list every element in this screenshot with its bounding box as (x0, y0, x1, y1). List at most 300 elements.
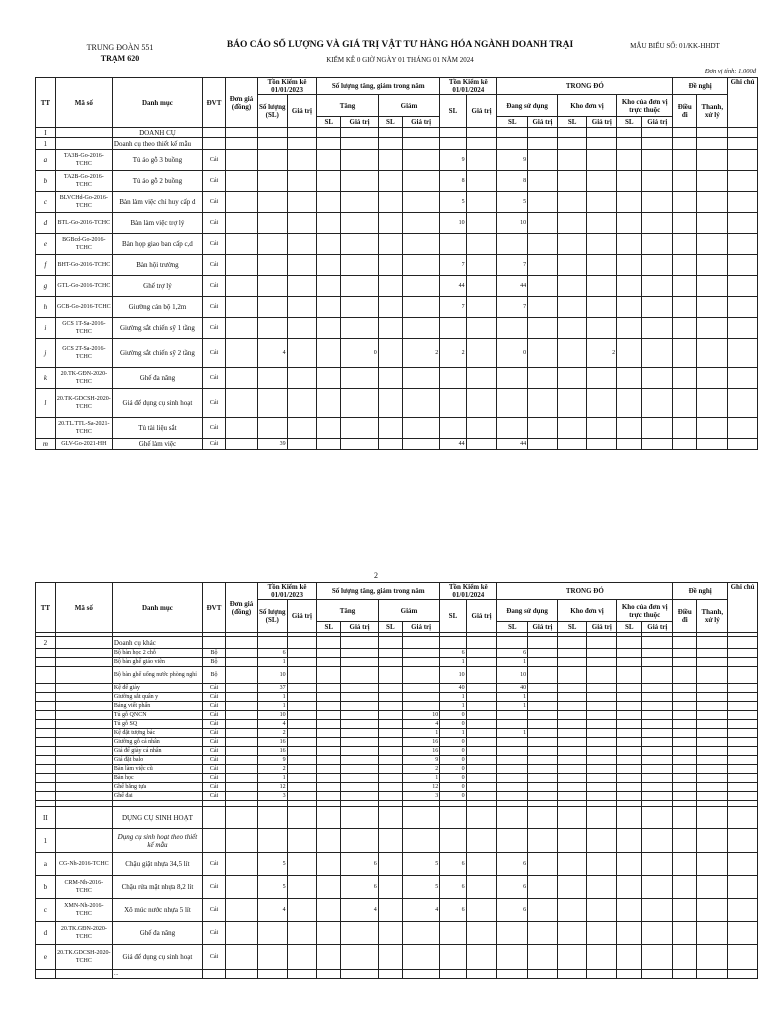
row-sl-2024: 0 (440, 720, 466, 729)
col-ton-2024: Tồn Kiểm kê 01/01/2024 (440, 583, 497, 600)
row-giam-gt: 5 (402, 853, 439, 876)
row-dsd-sl: 1 (497, 702, 528, 711)
table-row (36, 318, 758, 339)
row-tang-sl (317, 297, 341, 318)
empty-cell (557, 829, 587, 853)
empty-cell (728, 649, 758, 658)
row-tang-gt (341, 255, 378, 276)
row-gt-2024 (466, 756, 497, 765)
col-ghi-chu: Ghi chú (728, 78, 758, 128)
row-giam-sl (378, 792, 402, 801)
empty-cell (697, 711, 728, 720)
row-giam-sl (378, 853, 402, 876)
row-gt-2024 (466, 368, 497, 389)
empty-cell (587, 747, 617, 756)
row-giam-sl (378, 318, 402, 339)
empty-cell (728, 807, 758, 829)
row-gt-2023 (287, 738, 317, 747)
row-dsd-sl: 0 (497, 339, 528, 368)
row-dsd-sl (497, 318, 528, 339)
row-tang-sl (317, 389, 341, 418)
empty-cell (617, 138, 642, 150)
row-giam-gt (402, 368, 439, 389)
empty-cell (673, 637, 697, 649)
row-kho-sl (557, 150, 587, 171)
row-ma-so: BLVCHd-Go-2016-TCHC (55, 192, 112, 213)
empty-cell (642, 711, 673, 720)
row-don-gia (226, 774, 258, 783)
col-don-gia: Đơn giá (đồng) (226, 78, 258, 128)
row-tang-gt (341, 693, 378, 702)
row-tang-gt (341, 150, 378, 171)
row-dvt: Cái (202, 234, 225, 255)
row-giam-gt (402, 439, 439, 450)
row-tang-gt (341, 738, 378, 747)
row-tang-gt (341, 213, 378, 234)
empty-cell (528, 658, 558, 667)
section-label: Dụng cụ sinh hoạt theo thiết kế mẫu (112, 829, 202, 853)
empty-cell (697, 418, 728, 439)
empty-cell (466, 807, 497, 829)
empty-cell (673, 667, 697, 684)
empty-cell (528, 711, 558, 720)
col-kho-truc-thuoc: Kho của đơn vị trực thuộc (617, 95, 673, 117)
row-gt-2024 (466, 774, 497, 783)
empty-cell (587, 765, 617, 774)
empty-cell (642, 368, 673, 389)
row-giam-gt: 1 (402, 774, 439, 783)
row-giam-gt: 2 (402, 339, 439, 368)
row-dsd-gt (528, 368, 558, 389)
row-giam-gt (402, 297, 439, 318)
row-giam-sl (378, 389, 402, 418)
row-tang-sl (317, 720, 341, 729)
row-dvt: Cái (202, 150, 225, 171)
row-dvt: Cái (202, 276, 225, 297)
row-ma-so (55, 667, 112, 684)
row-ma-so: TA3B-Go-2016-TCHC (55, 150, 112, 171)
row-don-gia (226, 368, 258, 389)
empty-cell (587, 702, 617, 711)
row-gt-2024 (466, 876, 497, 899)
row-danh-muc: Bộ bàn ghế uống nước phòng nghỉ (112, 667, 202, 684)
empty-cell (642, 899, 673, 922)
row-danh-muc: Bảng viết phấn (112, 702, 202, 711)
empty-cell (557, 138, 587, 150)
row-ma-so: CRM-Nh-2016-TCHC (55, 876, 112, 899)
row-sl-2024: 10 (440, 213, 466, 234)
table-row (36, 171, 758, 192)
empty-cell (617, 702, 642, 711)
row-don-gia (226, 756, 258, 765)
row-kho-gt (587, 276, 617, 297)
row-tang-sl (317, 667, 341, 684)
row-sl-2024: 0 (440, 738, 466, 747)
empty-cell (617, 970, 642, 979)
row-ma-so (55, 693, 112, 702)
row-sl-2023: 16 (257, 738, 287, 747)
empty-cell (642, 649, 673, 658)
empty-cell (528, 970, 558, 979)
row-danh-muc: Ghế đa năng (112, 368, 202, 389)
empty-cell (642, 747, 673, 756)
row-sl-2023: 4 (257, 720, 287, 729)
section-row (36, 829, 758, 853)
empty-cell (257, 637, 287, 649)
row-dsd-sl: 1 (497, 729, 528, 738)
row-gt-2024 (466, 150, 497, 171)
row-tang-gt (341, 747, 378, 756)
row-gt-2023 (287, 297, 317, 318)
empty-cell (402, 128, 439, 138)
section-row (36, 138, 758, 150)
row-sl-2024: 0 (440, 792, 466, 801)
table-row (36, 255, 758, 276)
row-sl-2024: 40 (440, 684, 466, 693)
row-giam-sl (378, 899, 402, 922)
empty-cell (697, 774, 728, 783)
row-tt (36, 970, 56, 979)
table-row (36, 234, 758, 255)
row-gt-2024 (466, 439, 497, 450)
row-kho-gt (587, 255, 617, 276)
section-row (36, 128, 758, 138)
empty-cell (617, 339, 642, 368)
row-tang-gt (341, 684, 378, 693)
row-don-gia (226, 667, 258, 684)
empty-cell (528, 876, 558, 899)
row-dvt: Cái (202, 418, 225, 439)
row-dvt: Cái (202, 774, 225, 783)
row-gt-2023 (287, 658, 317, 667)
row-danh-muc: Giường gỗ cá nhân (112, 738, 202, 747)
empty-cell (697, 693, 728, 702)
empty-cell (257, 128, 287, 138)
empty-cell (642, 720, 673, 729)
row-gt-2023 (287, 693, 317, 702)
empty-cell (557, 756, 587, 765)
empty-cell (497, 807, 528, 829)
empty-cell (587, 774, 617, 783)
row-tt: c (36, 192, 56, 213)
row-giam-sl (378, 255, 402, 276)
row-gt-2024 (466, 945, 497, 970)
row-tt: a (36, 150, 56, 171)
empty-cell (673, 876, 697, 899)
row-danh-muc: Ghế đa năng (112, 922, 202, 945)
row-sl-2024: 1 (440, 729, 466, 738)
empty-cell (402, 829, 439, 853)
row-don-gia (226, 702, 258, 711)
row-sl-2024 (440, 922, 466, 945)
row-gt-2024 (466, 255, 497, 276)
col-kho-gt: Giá trị (587, 622, 617, 633)
col-ton-2024: Tồn Kiểm kê 01/01/2024 (440, 78, 497, 95)
section-number: II (36, 807, 56, 829)
empty-cell (55, 637, 112, 649)
empty-cell (617, 774, 642, 783)
row-gt-2024 (466, 693, 497, 702)
empty-cell (617, 439, 642, 450)
col-giam: Giảm (378, 95, 440, 117)
row-dsd-sl: 9 (497, 150, 528, 171)
row-tt: k (36, 368, 56, 389)
row-gt-2023 (287, 276, 317, 297)
row-ma-so: TA2B-Go-2016-TCHC (55, 171, 112, 192)
empty-cell (673, 738, 697, 747)
row-sl-2024 (440, 368, 466, 389)
row-dvt: Cái (202, 792, 225, 801)
empty-cell (528, 738, 558, 747)
row-dsd-sl: 6 (497, 853, 528, 876)
row-don-gia (226, 439, 258, 450)
col-tt: TT (36, 583, 56, 633)
empty-cell (728, 829, 758, 853)
row-danh-muc: Bàn họp giao ban cấp c,d (112, 234, 202, 255)
section-label: DỤNG CỤ SINH HOẠT (112, 807, 202, 829)
row-sl-2024 (440, 389, 466, 418)
empty-cell (528, 720, 558, 729)
empty-cell (642, 138, 673, 150)
row-gt-2023 (287, 765, 317, 774)
row-giam-sl (378, 213, 402, 234)
row-gt-2023 (287, 876, 317, 899)
empty-cell (697, 637, 728, 649)
row-gt-2023 (287, 783, 317, 792)
row-kho-sl (557, 276, 587, 297)
row-dsd-gt (528, 318, 558, 339)
empty-cell (587, 783, 617, 792)
row-gt-2023 (287, 945, 317, 970)
table-row (36, 945, 758, 970)
row-tang-sl (317, 738, 341, 747)
empty-cell (697, 234, 728, 255)
empty-cell (557, 637, 587, 649)
empty-cell (697, 738, 728, 747)
row-tang-sl (317, 339, 341, 368)
row-tang-sl (317, 439, 341, 450)
empty-cell (642, 150, 673, 171)
empty-cell (642, 637, 673, 649)
col-ktt-sl: SL (617, 117, 642, 128)
empty-cell (673, 807, 697, 829)
empty-cell (287, 128, 317, 138)
row-kho-sl (557, 368, 587, 389)
row-dvt: Cái (202, 729, 225, 738)
row-tt: b (36, 171, 56, 192)
row-tang-sl (317, 899, 341, 922)
row-dvt: Cái (202, 389, 225, 418)
row-tang-gt (341, 702, 378, 711)
empty-cell (528, 747, 558, 756)
row-tt (36, 765, 56, 774)
row-ma-so: BGBcd-Go-2016-TCHC (55, 234, 112, 255)
row-danh-muc: ... (112, 970, 202, 979)
empty-cell (642, 853, 673, 876)
empty-cell (728, 720, 758, 729)
row-gt-2023 (287, 255, 317, 276)
empty-cell (642, 945, 673, 970)
row-kho-gt (587, 234, 617, 255)
row-giam-gt (402, 667, 439, 684)
row-tang-sl (317, 213, 341, 234)
row-sl-2024: 0 (440, 756, 466, 765)
row-tang-gt (341, 649, 378, 658)
empty-cell (587, 637, 617, 649)
row-tang-gt (341, 439, 378, 450)
table-row (36, 711, 758, 720)
row-sl-2023 (257, 318, 287, 339)
empty-cell (728, 658, 758, 667)
empty-cell (697, 853, 728, 876)
row-giam-gt: 1 (402, 729, 439, 738)
empty-cell (673, 829, 697, 853)
row-tt (36, 738, 56, 747)
empty-cell (257, 138, 287, 150)
empty-cell (642, 807, 673, 829)
row-sl-2024: 2 (440, 339, 466, 368)
row-tang-gt (341, 318, 378, 339)
row-kho-gt (587, 150, 617, 171)
row-sl-2023: 16 (257, 747, 287, 756)
row-dvt: Cái (202, 684, 225, 693)
empty-cell (587, 792, 617, 801)
row-dsd-sl (497, 774, 528, 783)
col-bien-dong: Số lượng tăng, giảm trong năm (317, 583, 440, 600)
row-dvt: Cái (202, 876, 225, 899)
row-tang-sl (317, 693, 341, 702)
row-sl-2024 (440, 318, 466, 339)
empty-cell (617, 807, 642, 829)
row-sl-2023 (257, 213, 287, 234)
empty-cell (697, 128, 728, 138)
table-row (36, 368, 758, 389)
row-giam-sl (378, 368, 402, 389)
col-sl-2024: SL (440, 95, 466, 128)
empty-cell (202, 138, 225, 150)
row-dvt: Cái (202, 339, 225, 368)
row-tang-sl (317, 150, 341, 171)
empty-cell (642, 738, 673, 747)
empty-cell (697, 318, 728, 339)
row-don-gia (226, 711, 258, 720)
empty-cell (673, 418, 697, 439)
row-tang-gt (341, 922, 378, 945)
col-dang-su-dung: Đang sử dụng (497, 95, 557, 117)
row-sl-2024: 6 (440, 853, 466, 876)
empty-cell (642, 318, 673, 339)
section-row (36, 637, 758, 649)
row-kho-gt: 2 (587, 339, 617, 368)
empty-cell (673, 922, 697, 945)
row-giam-sl (378, 720, 402, 729)
empty-cell (587, 970, 617, 979)
empty-cell (557, 738, 587, 747)
row-giam-sl (378, 702, 402, 711)
section-label: Doanh cụ khác (112, 637, 202, 649)
row-giam-gt (402, 922, 439, 945)
row-gt-2023 (287, 339, 317, 368)
row-giam-sl (378, 756, 402, 765)
col-ma-so: Mã số (55, 583, 112, 633)
empty-cell (528, 138, 558, 150)
empty-cell (728, 747, 758, 756)
row-kho-sl (557, 339, 587, 368)
col-sl-2023: Số lượng (SL) (257, 600, 287, 633)
row-tang-sl (317, 783, 341, 792)
empty-cell (587, 693, 617, 702)
row-sl-2024: 1 (440, 693, 466, 702)
empty-cell (587, 899, 617, 922)
row-gt-2024 (466, 765, 497, 774)
row-tt: d (36, 922, 56, 945)
empty-cell (697, 829, 728, 853)
row-tang-gt (341, 720, 378, 729)
empty-cell (557, 765, 587, 774)
row-dvt: Cái (202, 711, 225, 720)
row-gt-2023 (287, 747, 317, 756)
row-tt (36, 720, 56, 729)
row-ma-so (55, 783, 112, 792)
row-tang-sl (317, 876, 341, 899)
row-kho-sl (557, 234, 587, 255)
empty-cell (728, 276, 758, 297)
row-don-gia (226, 922, 258, 945)
row-dsd-sl (497, 945, 528, 970)
row-dsd-gt (528, 418, 558, 439)
empty-cell (697, 899, 728, 922)
row-gt-2023 (287, 171, 317, 192)
empty-cell (728, 339, 758, 368)
row-don-gia (226, 276, 258, 297)
row-tang-sl (317, 945, 341, 970)
row-ma-so: 20.TK-GĐN-2020-TCHC (55, 368, 112, 389)
row-kho-sl (557, 318, 587, 339)
empty-cell (257, 807, 287, 829)
row-dsd-sl: 10 (497, 667, 528, 684)
col-giam-gt: Giá trị (402, 117, 439, 128)
row-tang-sl (317, 729, 341, 738)
empty-cell (642, 693, 673, 702)
row-tang-gt (341, 418, 378, 439)
empty-cell (226, 128, 258, 138)
empty-cell (617, 297, 642, 318)
row-gt-2024 (466, 297, 497, 318)
row-gt-2023 (287, 667, 317, 684)
col-thanh-xu-ly: Thanh, xử lý (697, 95, 728, 128)
row-tt (36, 658, 56, 667)
empty-cell (728, 213, 758, 234)
table-row (36, 192, 758, 213)
row-dsd-sl: 7 (497, 255, 528, 276)
row-tt (36, 711, 56, 720)
empty-cell (697, 922, 728, 945)
empty-cell (257, 970, 287, 979)
row-tang-sl (317, 171, 341, 192)
empty-cell (557, 684, 587, 693)
page-number: 2 (374, 571, 378, 580)
empty-cell (341, 807, 378, 829)
row-ma-so: BHT-Go-2016-TCHC (55, 255, 112, 276)
empty-cell (673, 138, 697, 150)
row-kho-gt (587, 192, 617, 213)
empty-cell (617, 899, 642, 922)
row-danh-muc: Chậu rửa mặt nhựa 8,2 lít (112, 876, 202, 899)
row-sl-2024: 0 (440, 783, 466, 792)
col-giam-sl: SL (378, 117, 402, 128)
row-tang-gt: 4 (341, 899, 378, 922)
empty-cell (378, 128, 402, 138)
